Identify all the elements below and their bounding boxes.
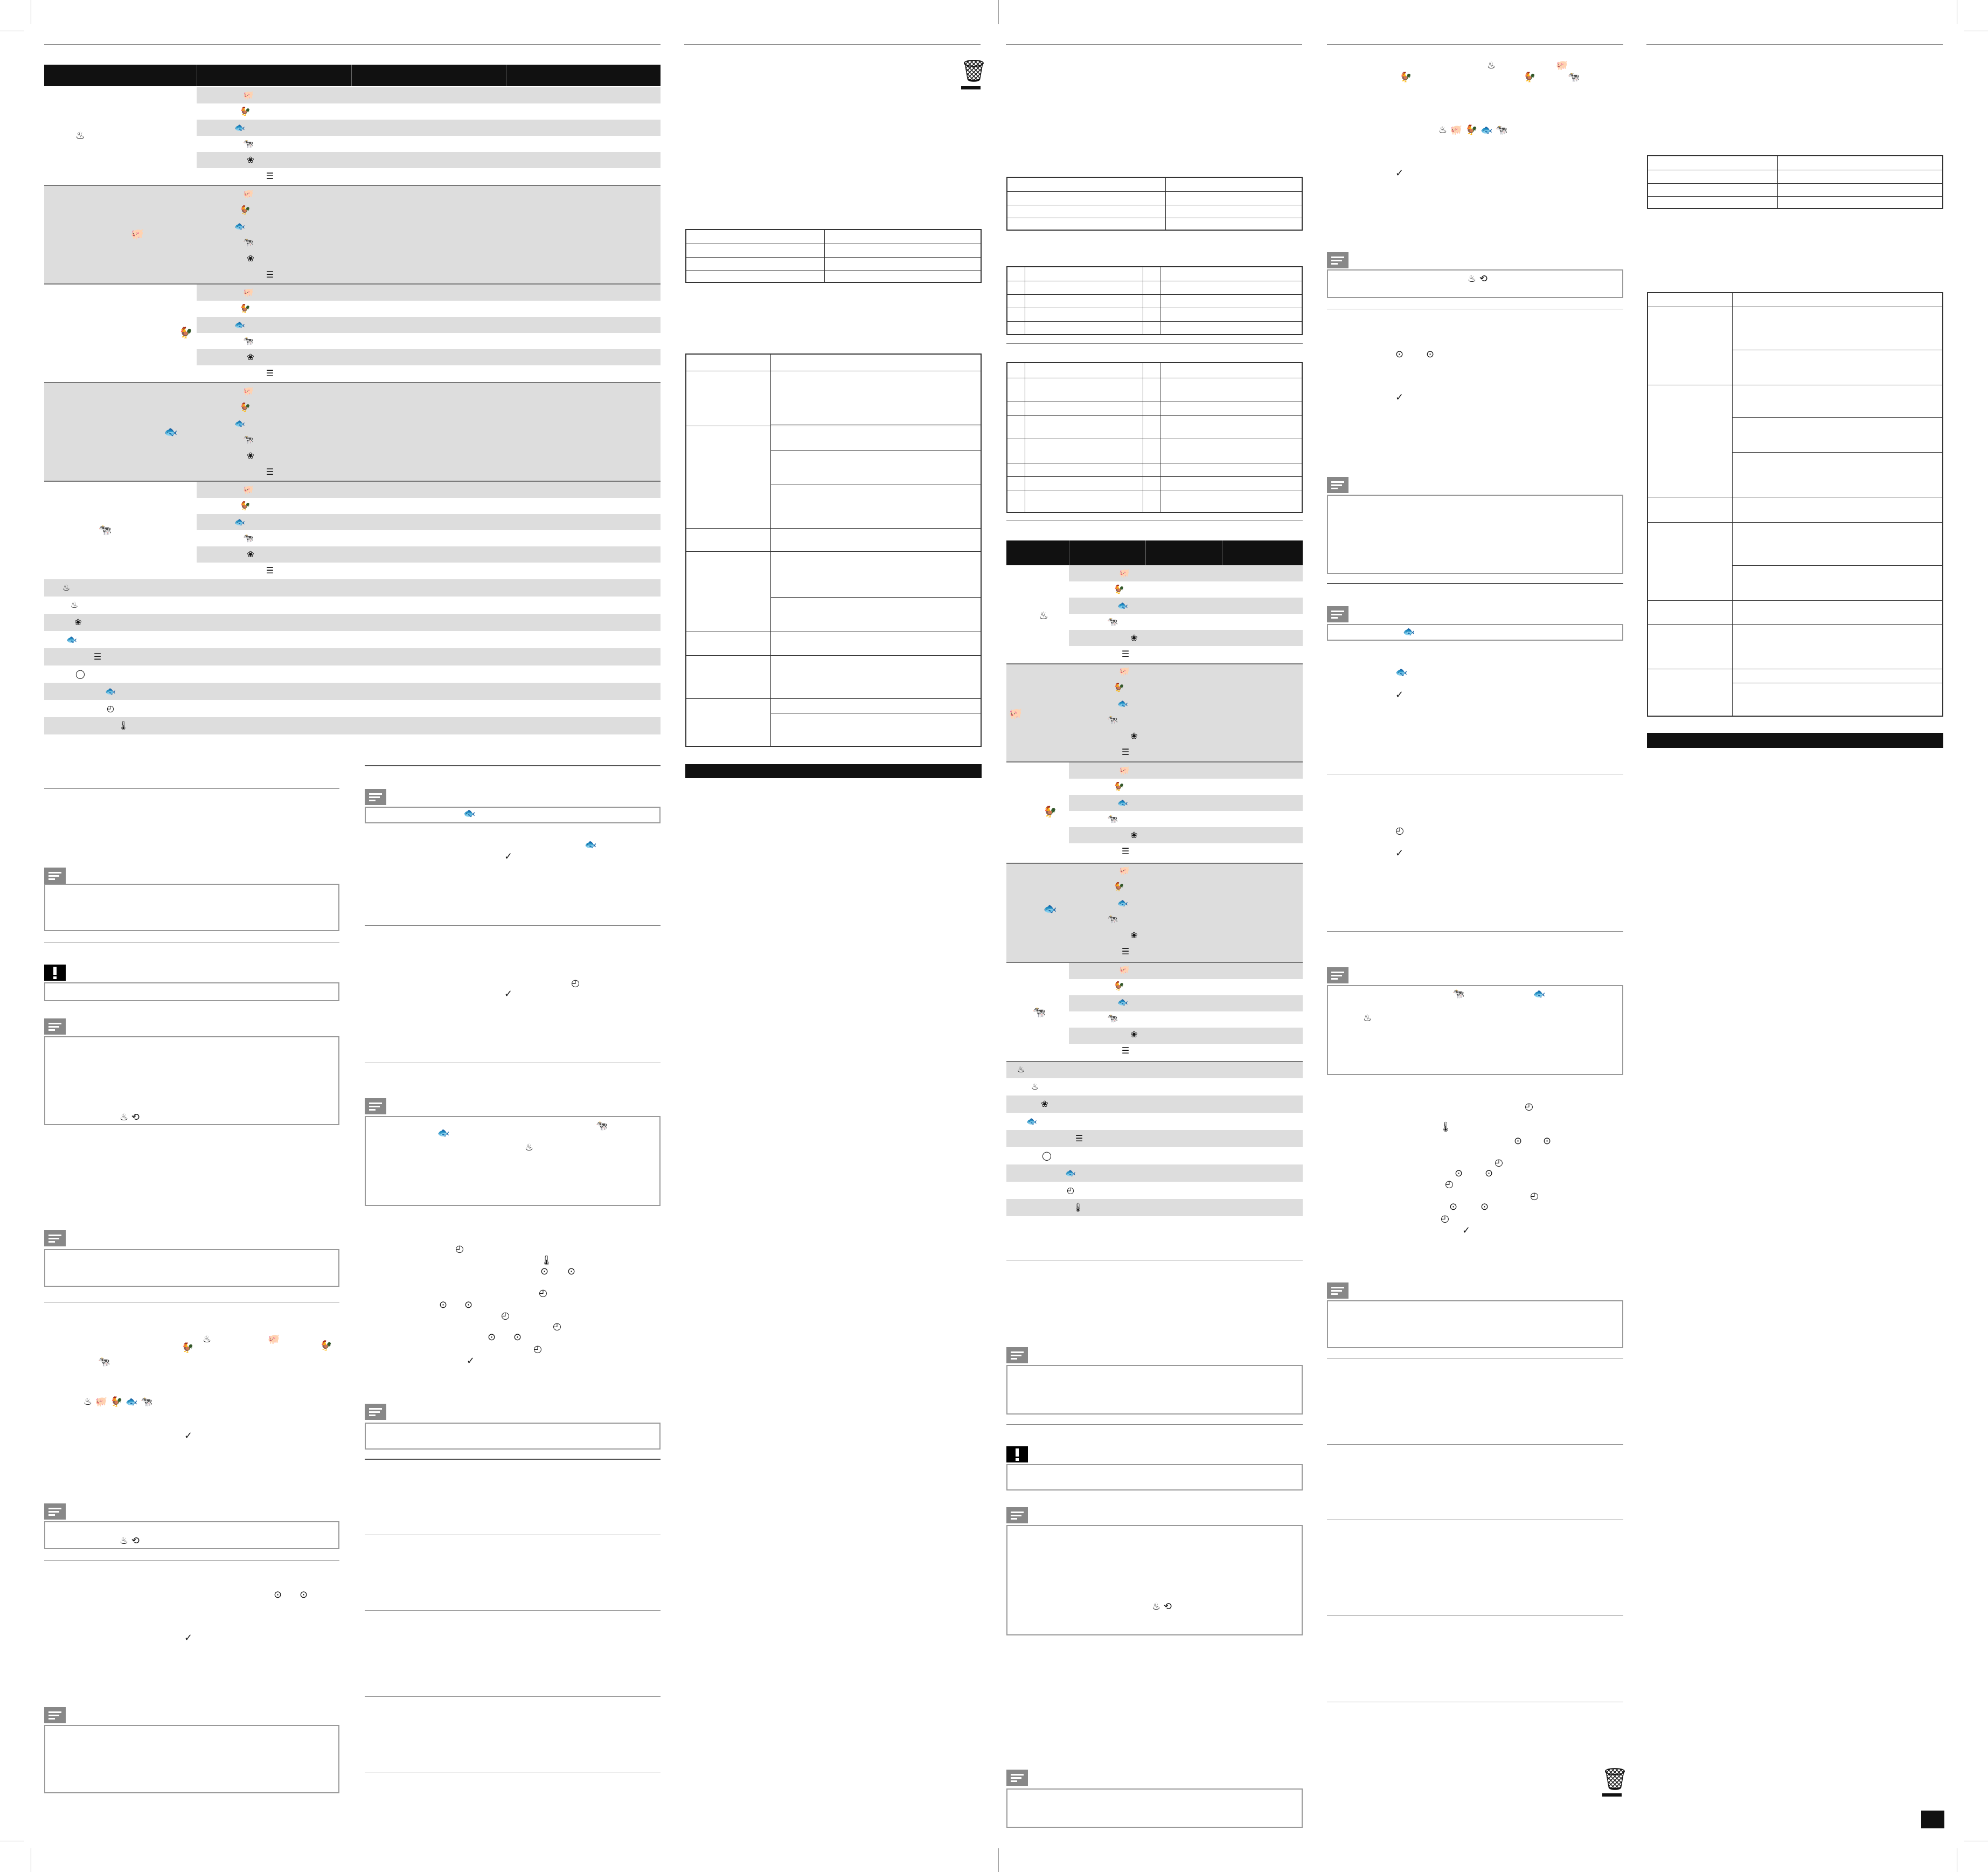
dial-icon: ⊙ — [439, 1299, 448, 1311]
beef-icon: 🐄 — [1107, 814, 1118, 824]
program-table — [1006, 540, 1303, 1219]
table-header — [44, 65, 661, 86]
spec-table — [1006, 177, 1303, 231]
table-row — [44, 648, 661, 665]
note-icon — [44, 1503, 66, 1520]
note-icon — [365, 789, 386, 805]
weee-icon: 🗑 — [960, 59, 988, 84]
fish-icon: 🐟 — [164, 425, 178, 438]
chicken-icon: 🐓 — [240, 106, 251, 116]
vegetables-icon: ❀ — [247, 253, 254, 264]
note-block — [1327, 1282, 1623, 1348]
note-block — [44, 868, 339, 932]
settings-icon: ☰ — [1121, 649, 1130, 659]
table-row — [44, 700, 661, 717]
table-row — [197, 349, 661, 365]
table-row — [197, 152, 661, 168]
fish-icon: 🐟 — [463, 808, 476, 819]
pork-icon: 🐖 — [268, 1334, 280, 1345]
fish-icon: 🐟 — [1533, 988, 1546, 1000]
info-table — [1647, 155, 1943, 209]
controls-table — [1006, 362, 1303, 513]
beef-icon: 🐄 — [1032, 1006, 1046, 1018]
reheat-icon: ♨ ⟲ — [120, 1535, 140, 1547]
beef-icon: 🐄 — [1568, 72, 1580, 83]
chicken-icon: 🐓 — [240, 303, 251, 314]
fish-icon: 🐟 — [234, 418, 245, 428]
table-row — [44, 683, 661, 700]
section-rule — [44, 788, 339, 789]
note-icon — [365, 1404, 386, 1420]
beef-icon: 🐄 — [1107, 616, 1118, 627]
program-icons: ♨ 🐖 🐓 🐟 🐄 — [1438, 124, 1508, 136]
meal-icon: ♨ — [75, 129, 85, 142]
beef-icon: 🐄 — [243, 434, 254, 445]
vegetables-icon: ❀ — [247, 450, 254, 461]
fish-icon: 🐟 — [1117, 898, 1128, 908]
timer-icon: ◴ — [1441, 1213, 1449, 1224]
table-row — [197, 87, 661, 103]
dial-icon: ⊙ — [540, 1266, 549, 1277]
timer-icon: ◴ — [501, 1310, 510, 1321]
table-row — [1006, 1182, 1303, 1199]
timer-icon: ◴ — [533, 1343, 542, 1355]
steam-icon: ♨ — [525, 1142, 534, 1153]
top-rule — [1646, 44, 1943, 45]
dial-icon: ⊙ — [1449, 1201, 1458, 1212]
steam-icon: ♨ — [70, 600, 79, 610]
fish-icon: 🐟 — [105, 686, 116, 696]
fish-icon: 🐟 — [66, 634, 77, 644]
dial-icon: ⊙ — [488, 1332, 496, 1343]
pork-icon: 🐖 — [1009, 707, 1023, 720]
chicken-icon: 🐓 — [182, 1342, 194, 1354]
table-row — [1069, 963, 1303, 979]
fish-icon: 🐟 — [1026, 1116, 1037, 1126]
fish-icon: 🐟 — [585, 839, 597, 850]
pork-icon: 🐖 — [243, 484, 254, 495]
program-group — [1006, 663, 1303, 761]
table-row — [1006, 1164, 1303, 1182]
chicken-icon: 🐓 — [1043, 805, 1057, 818]
beef-icon: 🐄 — [243, 138, 254, 149]
settings-icon: ☰ — [266, 565, 274, 576]
vegetables-icon: ❀ — [247, 549, 254, 559]
note-icon — [365, 1098, 386, 1114]
note-block — [1006, 1347, 1303, 1415]
info-table — [685, 229, 982, 283]
table-row — [1069, 795, 1303, 811]
chicken-icon: 🐓 — [240, 402, 251, 412]
fish-icon: 🐟 — [234, 221, 245, 231]
dial-icon: ⊙ — [274, 1589, 282, 1600]
table-row — [1006, 1130, 1303, 1147]
vegetables-icon: ❀ — [1130, 930, 1138, 940]
steam-icon: ♨ — [62, 583, 71, 593]
thermo-icon: 🌡 — [117, 720, 129, 731]
note-block — [365, 1404, 661, 1450]
fish-icon: 🐟 — [1117, 798, 1128, 808]
table-row — [1069, 995, 1303, 1011]
note-icon — [1327, 967, 1348, 983]
table-row — [1006, 1096, 1303, 1113]
pork-icon: 🐖 — [1119, 965, 1130, 975]
section-rule — [1327, 1444, 1623, 1445]
chicken-icon: 🐓 — [1114, 584, 1124, 594]
note-icon — [1006, 1507, 1028, 1523]
check-icon: ✓ — [184, 1632, 193, 1644]
beef-icon: 🐄 — [243, 237, 254, 247]
troubleshooting-table — [685, 353, 982, 747]
vegetables-icon: ❀ — [1130, 830, 1138, 840]
table-row — [197, 514, 661, 530]
meal-icon: ♨ — [1039, 609, 1048, 622]
table-row — [1006, 1113, 1303, 1130]
settings-icon: ☰ — [1121, 1045, 1130, 1056]
fish-icon: 🐟 — [234, 320, 245, 330]
table-row — [44, 631, 661, 648]
top-rule — [1006, 44, 1302, 45]
reheat-icon: ♨ ⟲ — [1468, 273, 1487, 285]
chicken-icon: 🐓 — [1114, 882, 1124, 892]
fish-icon: 🐟 — [1403, 626, 1415, 637]
timer-icon: ◴ — [107, 703, 114, 713]
dial-icon: ⊙ — [464, 1299, 473, 1311]
fish-icon: 🐟 — [437, 1127, 450, 1139]
pork-icon: 🐖 — [1119, 865, 1130, 876]
chicken-icon: 🐓 — [320, 1340, 332, 1351]
timer-icon: ◴ — [1067, 1185, 1074, 1195]
note-icon — [44, 868, 66, 884]
settings-icon: ☰ — [1121, 846, 1130, 856]
thermo-icon: 🌡 — [1440, 1121, 1452, 1133]
timer-icon: ◴ — [539, 1287, 547, 1299]
pork-icon: 🐖 — [243, 386, 254, 396]
program-table — [44, 65, 661, 740]
note-block — [1327, 477, 1623, 574]
note-icon — [44, 1018, 66, 1035]
table-row — [197, 482, 661, 498]
check-icon: ✓ — [1395, 689, 1404, 701]
dial-icon: ⊙ — [1543, 1135, 1552, 1147]
page-number-box — [1921, 1811, 1944, 1828]
check-icon: ✓ — [1395, 392, 1404, 403]
reheat-icon: ♨ ⟲ — [120, 1112, 140, 1123]
section-rule — [365, 765, 661, 766]
footer-bar — [685, 764, 982, 778]
weee-bar — [1602, 1793, 1622, 1797]
table-row — [1069, 762, 1303, 779]
section-rule — [365, 1696, 661, 1697]
table-row — [1069, 630, 1303, 646]
table-row — [44, 579, 661, 597]
fish-icon: 🐟 — [1395, 667, 1408, 678]
table-row — [197, 317, 661, 333]
steam-icon: ♨ — [1031, 1081, 1039, 1092]
hand-icon: ❀ — [74, 617, 82, 627]
beef-icon: 🐄 — [1107, 715, 1118, 725]
beef-icon: 🐄 — [1107, 914, 1118, 924]
note-block — [1006, 1507, 1303, 1635]
fish-icon: 🐟 — [1043, 902, 1057, 915]
program-icons: ♨ 🐖 🐓 🐟 🐄 — [84, 1396, 153, 1408]
crop-mark — [998, 1848, 999, 1872]
pork-icon: 🐖 — [130, 227, 144, 240]
section-rule — [44, 1560, 339, 1561]
weee-bar — [961, 86, 981, 89]
weee-icon: 🗑 — [1601, 1767, 1629, 1792]
timer-icon: ◴ — [1445, 1178, 1454, 1190]
top-rule — [44, 44, 661, 45]
table-row — [44, 597, 661, 614]
vegetables-icon: ❀ — [1130, 633, 1138, 643]
lid-icon: ◯ — [75, 669, 85, 679]
table-row — [1069, 598, 1303, 614]
steam-icon: ♨ — [1363, 1013, 1372, 1024]
settings-icon: ☰ — [1121, 747, 1130, 757]
timer-icon: ◴ — [1525, 1101, 1533, 1112]
beef-icon: 🐄 — [243, 336, 254, 346]
check-icon: ✓ — [504, 851, 513, 862]
dial-icon: ⊙ — [1514, 1135, 1523, 1147]
section-rule — [1006, 1424, 1303, 1425]
beef-icon: 🐄 — [1107, 1013, 1118, 1023]
beef-icon: 🐄 — [98, 1356, 110, 1368]
check-icon: ✓ — [1462, 1225, 1471, 1236]
note-block — [44, 1503, 339, 1549]
chicken-icon: 🐓 — [240, 205, 251, 215]
program-group — [44, 382, 661, 481]
settings-icon: ☰ — [266, 368, 274, 378]
warning-icon — [1006, 1446, 1028, 1462]
footer-bar — [1647, 733, 1943, 748]
vegetables-icon: ❀ — [247, 352, 254, 362]
fish-icon: 🐟 — [234, 122, 245, 133]
beef-icon: 🐄 — [243, 533, 254, 543]
dial-icon: ⊙ — [1455, 1168, 1463, 1179]
meal-icon: ♨ — [203, 1334, 212, 1345]
fish-icon: 🐟 — [1117, 600, 1128, 611]
troubleshooting-table — [1647, 292, 1943, 717]
table-row — [1069, 565, 1303, 581]
section-rule — [1327, 583, 1623, 584]
check-icon: ✓ — [467, 1355, 475, 1367]
beef-icon: 🐄 — [1452, 988, 1465, 1000]
thermo-icon: 🌡 — [1072, 1202, 1084, 1212]
lid-icon: ◯ — [1042, 1150, 1052, 1161]
fish-icon: 🐟 — [1117, 698, 1128, 709]
section-rule — [365, 1610, 661, 1611]
note-icon — [1327, 606, 1348, 622]
dial-icon: ⊙ — [513, 1332, 522, 1343]
top-rule — [1327, 44, 1623, 45]
warning-icon — [44, 965, 66, 981]
hand-icon: ❀ — [1041, 1099, 1048, 1109]
chicken-icon: 🐓 — [1114, 981, 1124, 991]
dial-icon: ⊙ — [300, 1589, 308, 1600]
settings-icon: ☰ — [266, 269, 274, 280]
section-rule — [365, 925, 661, 926]
chicken-icon: 🐓 — [1524, 72, 1536, 83]
check-icon: ✓ — [1395, 848, 1404, 859]
table-row — [44, 614, 661, 631]
table-header — [1006, 540, 1303, 565]
table-row — [44, 717, 661, 734]
reheat-icon: ♨ ⟲ — [1152, 1601, 1172, 1612]
timer-icon: ◴ — [1530, 1190, 1539, 1202]
vegetables-icon: ❀ — [1130, 731, 1138, 741]
pork-icon: 🐖 — [1119, 666, 1130, 676]
beef-icon: 🐄 — [98, 523, 112, 536]
timer-icon: ◴ — [553, 1321, 561, 1332]
note-icon — [44, 1707, 66, 1723]
timer-icon: ◴ — [455, 1243, 464, 1254]
settings-icon: ☰ — [266, 467, 274, 477]
top-rule — [684, 44, 981, 45]
timer-icon: ◴ — [571, 977, 580, 989]
note-block — [1327, 606, 1623, 641]
table-row — [197, 285, 661, 301]
chicken-icon: 🐓 — [1114, 682, 1124, 692]
note-icon — [1327, 477, 1348, 493]
dial-icon: ⊙ — [1395, 349, 1404, 360]
chicken-icon: 🐓 — [1400, 72, 1412, 83]
note-icon — [1327, 252, 1348, 268]
table-row — [197, 120, 661, 136]
note-block — [365, 789, 661, 823]
table-row — [1006, 1199, 1303, 1216]
crop-mark — [998, 0, 999, 24]
pork-icon: 🐖 — [1556, 60, 1568, 71]
fish-icon: 🐟 — [234, 517, 245, 527]
note-block — [1006, 1770, 1303, 1828]
note-block — [44, 1018, 339, 1126]
fish-icon: 🐟 — [1065, 1168, 1076, 1178]
check-icon: ✓ — [184, 1430, 193, 1441]
section-rule — [1327, 931, 1623, 932]
table-row — [197, 546, 661, 563]
vegetables-icon: ❀ — [1130, 1029, 1138, 1039]
chicken-icon: 🐓 — [1114, 781, 1124, 792]
check-icon: ✓ — [504, 988, 513, 1000]
table-row — [1006, 1061, 1303, 1078]
fish-icon: 🐟 — [1117, 997, 1128, 1007]
parts-table — [1006, 266, 1303, 335]
table-row — [44, 665, 661, 683]
pork-icon: 🐖 — [1119, 765, 1130, 775]
beef-icon: 🐄 — [596, 1120, 608, 1132]
settings-icon: ☰ — [266, 171, 274, 181]
chicken-icon: 🐓 — [240, 501, 251, 511]
table-row — [1006, 1078, 1303, 1096]
note-icon — [44, 1230, 66, 1246]
note-block — [44, 1707, 339, 1793]
note-icon — [1327, 1282, 1348, 1299]
section-rule — [365, 1459, 661, 1460]
vegetables-icon: ❀ — [247, 155, 254, 165]
section-rule — [1006, 343, 1303, 344]
settings-icon: ☰ — [1075, 1133, 1083, 1143]
note-icon — [1006, 1770, 1028, 1786]
check-icon: ✓ — [1395, 168, 1404, 179]
table-row — [1069, 1028, 1303, 1044]
meal-icon: ♨ — [1487, 60, 1496, 71]
dial-icon: ⊙ — [567, 1266, 576, 1277]
note-block — [44, 1230, 339, 1287]
pork-icon: 🐖 — [243, 90, 254, 100]
dial-icon: ⊙ — [1480, 1201, 1489, 1212]
warning-block — [44, 965, 339, 1002]
section-rule — [1006, 520, 1303, 521]
pork-icon: 🐖 — [243, 189, 254, 199]
note-block — [365, 1098, 661, 1206]
steam-icon: ♨ — [1017, 1064, 1025, 1074]
settings-icon: ☰ — [1121, 946, 1130, 956]
timer-icon: ◴ — [1395, 825, 1404, 836]
dial-icon: ⊙ — [1485, 1168, 1493, 1179]
note-icon — [1006, 1347, 1028, 1363]
thermo-icon: 🌡 — [540, 1255, 553, 1266]
timer-icon: ◴ — [1495, 1157, 1503, 1168]
table-row — [1069, 827, 1303, 843]
settings-icon: ☰ — [93, 651, 102, 662]
pork-icon: 🐖 — [243, 287, 254, 297]
chicken-icon: 🐓 — [179, 326, 193, 339]
dial-icon: ⊙ — [1426, 349, 1435, 360]
pork-icon: 🐖 — [1119, 568, 1130, 578]
warning-block — [1006, 1446, 1303, 1490]
